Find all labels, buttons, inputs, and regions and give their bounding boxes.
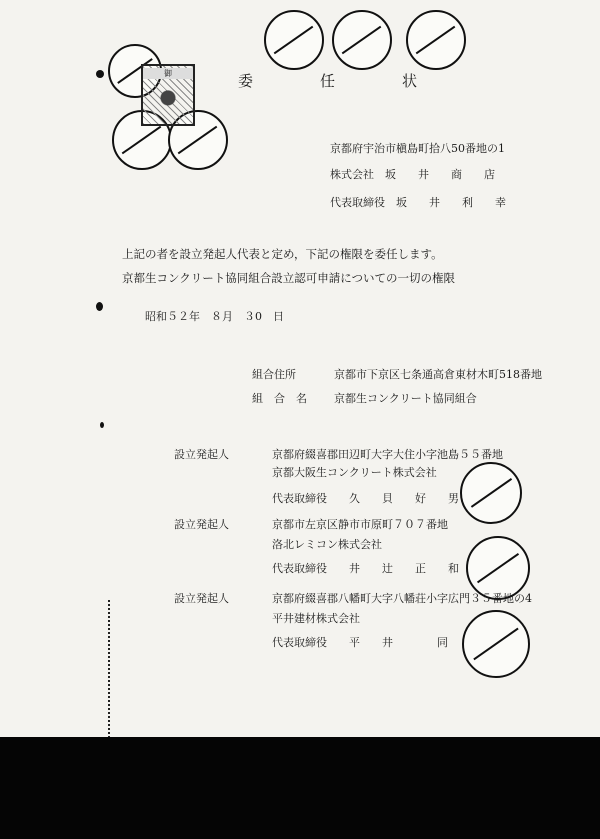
scan-speck bbox=[96, 70, 104, 78]
union-address: 京都市下京区七条通高倉東材木町518番地 bbox=[334, 368, 542, 381]
promoter-address: 京都市左京区静市市原町７０７番地 bbox=[272, 518, 448, 531]
personal-seal bbox=[460, 462, 522, 524]
promoter-representative: 代表取締役 平 井 同 bbox=[272, 636, 448, 649]
scan-dark-band bbox=[0, 737, 600, 839]
personal-seal bbox=[462, 610, 530, 678]
appointee-company: 株式会社 坂 井 商 店 bbox=[330, 168, 495, 181]
promoter-label: 設立発起人 bbox=[174, 518, 229, 531]
promoter-company: 平井建材株式会社 bbox=[272, 612, 360, 625]
promoter-representative: 代表取締役 井 辻 正 和 bbox=[272, 562, 459, 575]
promoter-label: 設立発起人 bbox=[174, 592, 229, 605]
body-line-1: 上記の者を設立発起人代表と定め，下記の権限を委任します。 bbox=[122, 247, 443, 261]
scan-fold-line bbox=[108, 600, 110, 740]
scan-speck bbox=[100, 422, 104, 428]
union-name-label: 組 合 名 bbox=[252, 392, 307, 405]
body-line-2: 京都生コンクリート協同組合設立認可申請についての一切の権限 bbox=[122, 271, 456, 285]
appointee-address: 京都府宇治市槇島町拾八50番地の1 bbox=[330, 142, 505, 155]
revenue-stamp bbox=[264, 10, 324, 70]
revenue-stamp bbox=[332, 10, 392, 70]
seal-text: 御 bbox=[143, 68, 193, 79]
union-address-label: 組合住所 bbox=[252, 368, 296, 381]
promoter-company: 京都大阪生コンクリート株式会社 bbox=[272, 466, 437, 479]
revenue-stamp bbox=[406, 10, 466, 70]
promoter-representative: 代表取締役 久 貝 好 男 bbox=[272, 492, 459, 505]
document-title: 委 任 状 bbox=[238, 72, 444, 90]
company-seal bbox=[141, 64, 195, 126]
scan-speck bbox=[96, 302, 103, 311]
promoter-address: 京都府綴喜郡田辺町大字大住小字池島５５番地 bbox=[272, 448, 503, 461]
document-date: 昭和５２年 ８月 ３0 日 bbox=[145, 310, 284, 323]
appointee-representative: 代表取締役 坂 井 利 幸 bbox=[330, 196, 506, 209]
promoter-label: 設立発起人 bbox=[174, 448, 229, 461]
promoter-company: 洛北レミコン株式会社 bbox=[272, 538, 382, 551]
promoter-address: 京都府綴喜郡八幡町大字八幡荘小字広門３５番地の4 bbox=[272, 592, 532, 605]
union-name: 京都生コンクリート協同組合 bbox=[334, 392, 477, 405]
